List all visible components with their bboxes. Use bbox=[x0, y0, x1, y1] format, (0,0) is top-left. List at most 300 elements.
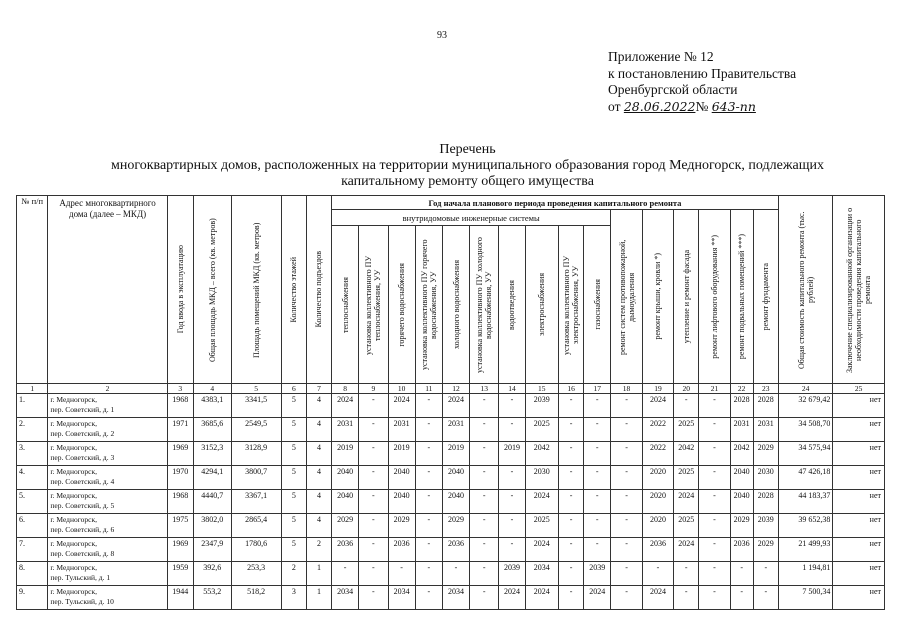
cell-year-col-9: - bbox=[359, 394, 388, 418]
title-line2: многоквартирных домов, расположенных на территории муниципального образования город Медногорск, подлежащих bbox=[110, 158, 824, 173]
cell-total-cost: 39 652,38 bbox=[778, 514, 832, 538]
cell-year-col-8: 2036 bbox=[332, 538, 359, 562]
cell-premises-area: 1780,6 bbox=[231, 538, 281, 562]
table-row bbox=[17, 418, 885, 442]
cell-year-col-14: - bbox=[499, 514, 525, 538]
cell-total-cost: 34 508,70 bbox=[778, 418, 832, 442]
address-street: пер. Советский, д. 1 bbox=[50, 405, 115, 414]
number-sign: № bbox=[695, 98, 709, 114]
cell-total-area: 3685,6 bbox=[193, 418, 231, 442]
row-address bbox=[48, 394, 167, 418]
cell-year-col-23: 2039 bbox=[753, 514, 778, 538]
cell-year-col-12: 2036 bbox=[442, 538, 469, 562]
cell-year-col-14: 2019 bbox=[499, 442, 525, 466]
cell-floors: 5 bbox=[281, 418, 306, 442]
cell-year-col-17: - bbox=[584, 538, 611, 562]
header-foundation: ремонт фундамента bbox=[753, 210, 778, 384]
column-index-cell: 7 bbox=[306, 384, 331, 394]
cell-year-col-15: 2034 bbox=[525, 562, 558, 586]
cell-year-col-18: - bbox=[611, 538, 642, 562]
address-street: пер. Советский, д. 4 bbox=[50, 477, 115, 486]
cell-total-cost: 44 183,37 bbox=[778, 490, 832, 514]
cell-year-col-18: - bbox=[611, 490, 642, 514]
column-index-cell: 25 bbox=[833, 384, 885, 394]
cell-year-col-11: - bbox=[415, 418, 442, 442]
cell-year-col-18: - bbox=[611, 562, 642, 586]
header-facade: утепление и ремонт фасада bbox=[674, 210, 699, 384]
cell-year-col-12: 2019 bbox=[442, 442, 469, 466]
address-street: пер. Тульский, д. 1 bbox=[50, 573, 111, 582]
cell-year-col-8: 2029 bbox=[332, 514, 359, 538]
cell-conclusion: нет bbox=[833, 562, 885, 586]
column-index-cell: 9 bbox=[359, 384, 388, 394]
cell-total-cost: 1 194,81 bbox=[778, 562, 832, 586]
cell-total-cost: 32 679,42 bbox=[778, 394, 832, 418]
cell-entrances: 2 bbox=[306, 538, 331, 562]
cell-total-cost: 7 500,34 bbox=[778, 586, 832, 610]
cell-conclusion: нет bbox=[833, 418, 885, 442]
cell-premises-area: 518,2 bbox=[231, 586, 281, 610]
column-index-cell: 19 bbox=[642, 384, 673, 394]
cell-year-col-15: 2024 bbox=[525, 538, 558, 562]
cell-year-col-9: - bbox=[359, 418, 388, 442]
header-gas: газоснабжения bbox=[584, 226, 611, 384]
cell-floors: 5 bbox=[281, 466, 306, 490]
table-row bbox=[17, 514, 885, 538]
cell-year-col-13: - bbox=[470, 418, 499, 442]
cell-year-col-11: - bbox=[415, 490, 442, 514]
table-row bbox=[17, 442, 885, 466]
column-index-cell: 22 bbox=[730, 384, 753, 394]
cell-year-built: 1971 bbox=[167, 418, 193, 442]
page-number: 93 bbox=[437, 30, 447, 41]
table-row bbox=[17, 490, 885, 514]
column-index-cell: 20 bbox=[674, 384, 699, 394]
cell-year-built: 1969 bbox=[167, 538, 193, 562]
cell-year-col-20: - bbox=[674, 562, 699, 586]
table-row bbox=[17, 562, 885, 586]
cell-total-area: 4440,7 bbox=[193, 490, 231, 514]
cell-year-col-21: - bbox=[699, 394, 730, 418]
cell-total-area: 392,6 bbox=[193, 562, 231, 586]
header-roof: ремонт крыши, кровли *) bbox=[642, 210, 673, 384]
cell-year-col-22: 2036 bbox=[730, 538, 753, 562]
cell-floors: 5 bbox=[281, 490, 306, 514]
cell-year-col-21: - bbox=[699, 514, 730, 538]
cell-year-col-14: - bbox=[499, 418, 525, 442]
cell-year-col-12: - bbox=[442, 562, 469, 586]
cell-entrances: 4 bbox=[306, 418, 331, 442]
cell-year-col-20: - bbox=[674, 586, 699, 610]
cell-year-col-14: - bbox=[499, 394, 525, 418]
cell-conclusion: нет bbox=[833, 514, 885, 538]
cell-year-col-13: - bbox=[470, 394, 499, 418]
column-index-cell: 23 bbox=[753, 384, 778, 394]
cell-year-col-8: 2040 bbox=[332, 490, 359, 514]
cell-year-col-9: - bbox=[359, 514, 388, 538]
cell-year-col-23: 2031 bbox=[753, 418, 778, 442]
cell-year-col-12: 2031 bbox=[442, 418, 469, 442]
row-address bbox=[48, 418, 167, 442]
cell-year-col-19: 2024 bbox=[642, 394, 673, 418]
header-group-year: Год начала планового периода проведения капитального ремонта bbox=[332, 196, 779, 210]
address-city: г. Медногорск, bbox=[50, 395, 97, 404]
row-number: 1. bbox=[17, 394, 48, 418]
cell-year-col-11: - bbox=[415, 514, 442, 538]
cell-year-col-17: - bbox=[584, 514, 611, 538]
cell-year-col-16: - bbox=[559, 418, 584, 442]
address-city: г. Медногорск, bbox=[50, 491, 97, 500]
cell-year-col-21: - bbox=[699, 418, 730, 442]
table-row bbox=[17, 394, 885, 418]
cell-year-built: 1969 bbox=[167, 442, 193, 466]
appendix-line1: Приложение № 12 bbox=[608, 49, 714, 64]
cell-year-col-20: 2042 bbox=[674, 442, 699, 466]
header-heating-meter: установка коллективного ПУ теплоснабжения, УУ bbox=[359, 226, 388, 384]
cell-year-col-12: 2040 bbox=[442, 466, 469, 490]
address-street: пер. Советский, д. 2 bbox=[50, 429, 115, 438]
column-index-cell: 11 bbox=[415, 384, 442, 394]
cell-floors: 5 bbox=[281, 394, 306, 418]
cell-entrances: 1 bbox=[306, 586, 331, 610]
row-number: 2. bbox=[17, 418, 48, 442]
cell-floors: 5 bbox=[281, 538, 306, 562]
cell-year-col-14: - bbox=[499, 490, 525, 514]
cell-year-col-14: 2024 bbox=[499, 586, 525, 610]
cell-year-col-20: - bbox=[674, 394, 699, 418]
cell-year-col-10: 2019 bbox=[388, 442, 415, 466]
appendix-block bbox=[608, 49, 796, 115]
header-year-built: Год ввода в эксплуатацию bbox=[167, 196, 193, 384]
cell-year-col-18: - bbox=[611, 394, 642, 418]
cell-year-col-20: 2024 bbox=[674, 490, 699, 514]
cell-year-col-11: - bbox=[415, 466, 442, 490]
cell-year-col-9: - bbox=[359, 562, 388, 586]
cell-year-col-16: - bbox=[559, 562, 584, 586]
cell-year-col-11: - bbox=[415, 394, 442, 418]
cell-entrances: 1 bbox=[306, 562, 331, 586]
cell-year-col-15: 2039 bbox=[525, 394, 558, 418]
column-index-cell: 15 bbox=[525, 384, 558, 394]
cell-floors: 5 bbox=[281, 442, 306, 466]
cell-year-col-11: - bbox=[415, 562, 442, 586]
cell-year-col-12: 2024 bbox=[442, 394, 469, 418]
column-index-cell: 17 bbox=[584, 384, 611, 394]
address-city: г. Медногорск, bbox=[50, 467, 97, 476]
cell-conclusion: нет bbox=[833, 394, 885, 418]
column-index-cell: 2 bbox=[48, 384, 167, 394]
cell-year-col-15: 2030 bbox=[525, 466, 558, 490]
table-row bbox=[17, 466, 885, 490]
cell-year-col-10: 2029 bbox=[388, 514, 415, 538]
cell-premises-area: 2549,5 bbox=[231, 418, 281, 442]
column-index-cell: 1 bbox=[17, 384, 48, 394]
row-address bbox=[48, 490, 167, 514]
table-row bbox=[17, 538, 885, 562]
table-row bbox=[17, 586, 885, 610]
cell-year-col-16: - bbox=[559, 490, 584, 514]
row-address bbox=[48, 586, 167, 610]
row-number: 7. bbox=[17, 538, 48, 562]
cell-year-col-21: - bbox=[699, 562, 730, 586]
cell-year-col-19: 2020 bbox=[642, 466, 673, 490]
header-hot-water: горячего водоснабжения bbox=[388, 226, 415, 384]
cell-year-col-22: 2029 bbox=[730, 514, 753, 538]
cell-year-col-14: - bbox=[499, 466, 525, 490]
row-address bbox=[48, 466, 167, 490]
cell-year-col-13: - bbox=[470, 538, 499, 562]
cell-year-col-17: - bbox=[584, 394, 611, 418]
cell-year-col-8: 2019 bbox=[332, 442, 359, 466]
cell-year-col-12: 2029 bbox=[442, 514, 469, 538]
address-street: пер. Советский, д. 8 bbox=[50, 549, 115, 558]
cell-year-col-17: 2039 bbox=[584, 562, 611, 586]
row-number: 5. bbox=[17, 490, 48, 514]
cell-year-col-10: - bbox=[388, 562, 415, 586]
cell-year-col-17: - bbox=[584, 490, 611, 514]
cell-year-col-18: - bbox=[611, 418, 642, 442]
cell-year-col-13: - bbox=[470, 514, 499, 538]
address-street: пер. Советский, д. 5 bbox=[50, 501, 115, 510]
cell-year-col-22: 2031 bbox=[730, 418, 753, 442]
column-index-cell: 16 bbox=[559, 384, 584, 394]
cell-premises-area: 3367,1 bbox=[231, 490, 281, 514]
cell-year-col-21: - bbox=[699, 538, 730, 562]
cell-year-col-18: - bbox=[611, 466, 642, 490]
address-city: г. Медногорск, bbox=[50, 563, 97, 572]
row-number: 4. bbox=[17, 466, 48, 490]
row-number: 3. bbox=[17, 442, 48, 466]
cell-year-col-9: - bbox=[359, 442, 388, 466]
cell-year-col-13: - bbox=[470, 490, 499, 514]
cell-year-built: 1975 bbox=[167, 514, 193, 538]
row-address bbox=[48, 442, 167, 466]
cell-year-col-23: 2029 bbox=[753, 442, 778, 466]
column-index-cell: 12 bbox=[442, 384, 469, 394]
title-line3: капитальному ремонту общего имущества bbox=[341, 174, 594, 189]
column-index-cell: 10 bbox=[388, 384, 415, 394]
header-total-cost: Общая стоимость капитального ремонта (тыс. рублей) bbox=[778, 196, 832, 384]
cell-total-cost: 47 426,18 bbox=[778, 466, 832, 490]
header-address: Адрес многоквартирного дома (далее – МКД) bbox=[48, 196, 167, 384]
handwritten-date: 28.06.2022 bbox=[623, 98, 696, 114]
cell-year-col-23: - bbox=[753, 586, 778, 610]
cell-premises-area: 2865,4 bbox=[231, 514, 281, 538]
column-index-cell: 13 bbox=[470, 384, 499, 394]
row-address bbox=[48, 514, 167, 538]
cell-year-col-10: 2040 bbox=[388, 490, 415, 514]
cell-year-col-21: - bbox=[699, 442, 730, 466]
cell-year-col-12: 2040 bbox=[442, 490, 469, 514]
cell-year-col-19: 2022 bbox=[642, 442, 673, 466]
header-basement: ремонт подвальных помещений ***) bbox=[730, 210, 753, 384]
header-cold-water-meter: установка коллективного ПУ холодного водоснабжения, УУ bbox=[470, 226, 499, 384]
header-conclusion: Заключение специализированной организации о необходимости проведения капитального ремонта bbox=[833, 196, 885, 384]
cell-year-col-22: 2042 bbox=[730, 442, 753, 466]
cell-entrances: 4 bbox=[306, 514, 331, 538]
cell-year-col-21: - bbox=[699, 490, 730, 514]
cell-year-col-19: 2024 bbox=[642, 586, 673, 610]
cell-total-area: 3152,3 bbox=[193, 442, 231, 466]
address-city: г. Медногорск, bbox=[50, 539, 97, 548]
header-total-area: Общая площадь МКД – всего (кв. метров) bbox=[193, 196, 231, 384]
cell-year-col-10: 2034 bbox=[388, 586, 415, 610]
cell-year-col-14: - bbox=[499, 538, 525, 562]
cell-entrances: 4 bbox=[306, 394, 331, 418]
cell-entrances: 4 bbox=[306, 442, 331, 466]
header-premises-area: Площадь помещений МКД (кв. метров) bbox=[231, 196, 281, 384]
cell-year-col-22: 2040 bbox=[730, 466, 753, 490]
cell-year-col-13: - bbox=[470, 586, 499, 610]
document-title bbox=[50, 142, 885, 190]
header-electricity: электроснабжения bbox=[525, 226, 558, 384]
cell-year-col-23: 2030 bbox=[753, 466, 778, 490]
cell-year-col-9: - bbox=[359, 490, 388, 514]
cell-year-col-8: 2040 bbox=[332, 466, 359, 490]
column-index-cell: 14 bbox=[499, 384, 525, 394]
appendix-line3: Оренбургской области bbox=[608, 82, 738, 97]
ot-label: от bbox=[608, 98, 621, 114]
cell-total-cost: 21 499,93 bbox=[778, 538, 832, 562]
address-street: пер. Тульский, д. 10 bbox=[50, 597, 114, 606]
cell-year-col-10: 2024 bbox=[388, 394, 415, 418]
header-cold-water: холодного водоснабжения bbox=[442, 226, 469, 384]
cell-year-col-18: - bbox=[611, 514, 642, 538]
header-electricity-meter: установка коллективного ПУ электроснабжения, УУ bbox=[559, 226, 584, 384]
cell-year-col-20: 2025 bbox=[674, 466, 699, 490]
cell-year-col-21: - bbox=[699, 586, 730, 610]
row-number: 6. bbox=[17, 514, 48, 538]
address-city: г. Медногорск, bbox=[50, 515, 97, 524]
cell-year-col-11: - bbox=[415, 586, 442, 610]
cell-total-area: 3802,0 bbox=[193, 514, 231, 538]
cell-year-col-16: - bbox=[559, 442, 584, 466]
cell-year-col-16: - bbox=[559, 514, 584, 538]
column-index-cell: 8 bbox=[332, 384, 359, 394]
cell-year-col-17: - bbox=[584, 466, 611, 490]
cell-conclusion: нет bbox=[833, 466, 885, 490]
cell-floors: 3 bbox=[281, 586, 306, 610]
cell-year-col-9: - bbox=[359, 586, 388, 610]
cell-year-col-20: 2025 bbox=[674, 418, 699, 442]
column-index-row bbox=[17, 384, 885, 394]
cell-year-built: 1968 bbox=[167, 490, 193, 514]
cell-year-col-8: 2034 bbox=[332, 586, 359, 610]
row-number: 9. bbox=[17, 586, 48, 610]
header-group-systems: внутридомовые инженерные системы bbox=[332, 210, 611, 226]
cell-year-col-22: - bbox=[730, 586, 753, 610]
cell-year-col-21: - bbox=[699, 466, 730, 490]
cell-year-col-8: - bbox=[332, 562, 359, 586]
header-num: № п/п bbox=[17, 196, 48, 384]
column-index-cell: 6 bbox=[281, 384, 306, 394]
cell-total-cost: 34 575,94 bbox=[778, 442, 832, 466]
cell-year-col-8: 2024 bbox=[332, 394, 359, 418]
cell-year-col-10: 2031 bbox=[388, 418, 415, 442]
cell-year-built: 1959 bbox=[167, 562, 193, 586]
address-city: г. Медногорск, bbox=[50, 587, 97, 596]
header-fire: ремонт систем противопожарной, дымоудаления bbox=[611, 210, 642, 384]
cell-year-col-15: 2042 bbox=[525, 442, 558, 466]
cell-year-col-10: 2040 bbox=[388, 466, 415, 490]
cell-year-col-15: 2024 bbox=[525, 490, 558, 514]
column-index-cell: 18 bbox=[611, 384, 642, 394]
header-sewerage: водоотведения bbox=[499, 226, 525, 384]
cell-year-col-17: - bbox=[584, 418, 611, 442]
houses-table bbox=[16, 195, 885, 610]
address-street: пер. Советский, д. 3 bbox=[50, 453, 115, 462]
cell-year-col-15: 2025 bbox=[525, 418, 558, 442]
appendix-line2: к постановлению Правительства bbox=[608, 65, 797, 81]
row-address bbox=[48, 562, 167, 586]
cell-year-built: 1944 bbox=[167, 586, 193, 610]
cell-year-col-19: 2036 bbox=[642, 538, 673, 562]
cell-year-col-11: - bbox=[415, 442, 442, 466]
appendix-date-line bbox=[608, 99, 796, 116]
header-heating: теплоснабжения bbox=[332, 226, 359, 384]
cell-premises-area: 3341,5 bbox=[231, 394, 281, 418]
address-city: г. Медногорск, bbox=[50, 419, 97, 428]
title-line1: Перечень bbox=[439, 142, 496, 157]
cell-year-col-16: - bbox=[559, 466, 584, 490]
cell-year-col-19: 2020 bbox=[642, 514, 673, 538]
cell-premises-area: 253,3 bbox=[231, 562, 281, 586]
cell-year-col-16: - bbox=[559, 538, 584, 562]
cell-year-col-23: 2028 bbox=[753, 490, 778, 514]
cell-premises-area: 3800,7 bbox=[231, 466, 281, 490]
cell-year-col-20: 2024 bbox=[674, 538, 699, 562]
cell-year-col-13: - bbox=[470, 562, 499, 586]
column-index-cell: 3 bbox=[167, 384, 193, 394]
cell-year-col-14: 2039 bbox=[499, 562, 525, 586]
cell-year-built: 1968 bbox=[167, 394, 193, 418]
address-street: пер. Советский, д. 6 bbox=[50, 525, 115, 534]
cell-year-col-12: 2034 bbox=[442, 586, 469, 610]
cell-year-col-22: 2040 bbox=[730, 490, 753, 514]
cell-year-col-23: - bbox=[753, 562, 778, 586]
cell-year-col-8: 2031 bbox=[332, 418, 359, 442]
column-index-cell: 5 bbox=[231, 384, 281, 394]
cell-total-area: 4383,1 bbox=[193, 394, 231, 418]
cell-total-area: 553,2 bbox=[193, 586, 231, 610]
cell-year-built: 1970 bbox=[167, 466, 193, 490]
header-floors: Количество этажей bbox=[281, 196, 306, 384]
cell-floors: 5 bbox=[281, 514, 306, 538]
cell-year-col-18: - bbox=[611, 442, 642, 466]
cell-year-col-11: - bbox=[415, 538, 442, 562]
row-address bbox=[48, 538, 167, 562]
cell-premises-area: 3128,9 bbox=[231, 442, 281, 466]
column-index-cell: 21 bbox=[699, 384, 730, 394]
cell-year-col-13: - bbox=[470, 466, 499, 490]
cell-entrances: 4 bbox=[306, 490, 331, 514]
cell-year-col-9: - bbox=[359, 538, 388, 562]
row-number: 8. bbox=[17, 562, 48, 586]
cell-floors: 2 bbox=[281, 562, 306, 586]
cell-year-col-22: - bbox=[730, 562, 753, 586]
cell-year-col-10: 2036 bbox=[388, 538, 415, 562]
cell-year-col-23: 2029 bbox=[753, 538, 778, 562]
cell-year-col-13: - bbox=[470, 442, 499, 466]
cell-total-area: 4294,1 bbox=[193, 466, 231, 490]
cell-conclusion: нет bbox=[833, 442, 885, 466]
cell-year-col-19: 2022 bbox=[642, 418, 673, 442]
cell-year-col-22: 2028 bbox=[730, 394, 753, 418]
address-city: г. Медногорск, bbox=[50, 443, 97, 452]
cell-year-col-19: - bbox=[642, 562, 673, 586]
cell-year-col-20: 2025 bbox=[674, 514, 699, 538]
cell-year-col-17: 2024 bbox=[584, 586, 611, 610]
